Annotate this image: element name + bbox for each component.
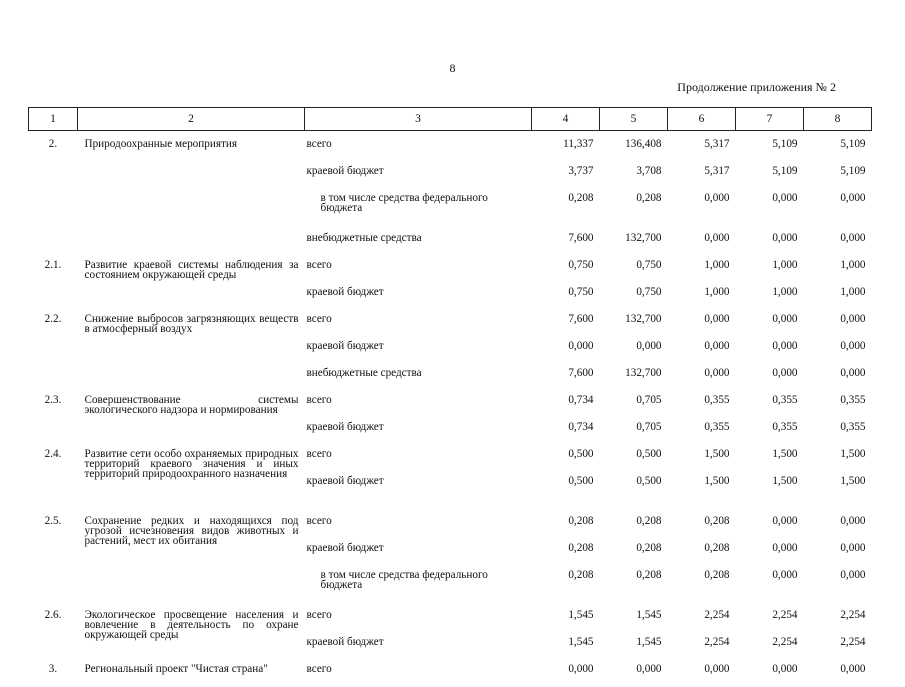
funding-source: краевой бюджет: [305, 418, 532, 445]
value-col-4: 0,500: [532, 445, 600, 472]
funding-source: краевой бюджет: [305, 539, 532, 566]
value-col-4: 0,750: [532, 283, 600, 310]
value-col-8: 5,109: [804, 162, 872, 189]
value-col-6: 0,355: [668, 391, 736, 418]
value-col-6: 0,000: [668, 310, 736, 337]
value-col-6: 0,000: [668, 229, 736, 256]
funding-source: всего: [305, 391, 532, 418]
appendix-caption: Продолжение приложения № 2: [677, 80, 836, 95]
value-col-4: 0,734: [532, 418, 600, 445]
table-row: [29, 660, 872, 687]
funding-source: всего: [305, 256, 532, 283]
budget-table: [28, 107, 872, 687]
value-col-5: 0,208: [600, 512, 668, 539]
value-col-4: 1,545: [532, 633, 600, 660]
header-col-2: 2: [78, 108, 305, 131]
header-row: [29, 108, 872, 131]
value-col-4: 7,600: [532, 364, 600, 391]
table-body: [29, 131, 872, 687]
header-col-4: 4: [532, 108, 600, 131]
value-col-7: 0,000: [736, 229, 804, 256]
value-col-5: 0,750: [600, 283, 668, 310]
value-col-7: 0,000: [736, 189, 804, 229]
value-col-5: 0,000: [600, 337, 668, 364]
table-row: [29, 256, 872, 283]
value-col-8: 0,000: [804, 310, 872, 337]
value-col-5: 0,208: [600, 539, 668, 566]
value-col-5: 132,700: [600, 364, 668, 391]
value-col-8: 2,254: [804, 606, 872, 633]
value-col-4: 0,000: [532, 660, 600, 687]
value-col-4: 0,208: [532, 512, 600, 539]
value-col-5: 1,545: [600, 633, 668, 660]
value-col-8: 0,355: [804, 391, 872, 418]
value-col-4: 0,750: [532, 256, 600, 283]
value-col-7: 1,000: [736, 256, 804, 283]
item-number: 2.5.: [29, 512, 78, 606]
value-col-6: 0,000: [668, 189, 736, 229]
value-col-7: 0,355: [736, 391, 804, 418]
funding-source: внебюджетные средства: [305, 364, 532, 391]
value-col-8: 1,000: [804, 283, 872, 310]
value-col-7: 0,000: [736, 539, 804, 566]
funding-source: всего: [305, 512, 532, 539]
value-col-7: 1,500: [736, 472, 804, 512]
table-row: [29, 131, 872, 163]
value-col-6: 1,500: [668, 445, 736, 472]
funding-source: краевой бюджет: [305, 337, 532, 364]
value-col-6: 5,317: [668, 131, 736, 163]
value-col-8: 2,254: [804, 633, 872, 660]
value-col-8: 0,000: [804, 539, 872, 566]
value-col-6: 0,208: [668, 512, 736, 539]
value-col-8: 5,109: [804, 131, 872, 163]
value-col-4: 0,208: [532, 566, 600, 606]
value-col-4: 7,600: [532, 310, 600, 337]
value-col-5: 1,545: [600, 606, 668, 633]
item-name: Природоохранные мероприятия: [78, 131, 305, 257]
value-col-5: 0,750: [600, 256, 668, 283]
value-col-5: 136,408: [600, 131, 668, 163]
value-col-5: 0,705: [600, 418, 668, 445]
funding-source: краевой бюджет: [305, 283, 532, 310]
item-name: Совершенствование системы экологического надзора и нормирования: [78, 391, 305, 445]
value-col-6: 0,000: [668, 364, 736, 391]
item-number: 2.6.: [29, 606, 78, 660]
value-col-6: 2,254: [668, 606, 736, 633]
funding-source: всего: [305, 445, 532, 472]
value-col-4: 0,734: [532, 391, 600, 418]
funding-source: краевой бюджет: [305, 472, 532, 512]
value-col-4: 1,545: [532, 606, 600, 633]
value-col-7: 0,000: [736, 660, 804, 687]
value-col-6: 0,000: [668, 337, 736, 364]
value-col-5: 132,700: [600, 310, 668, 337]
item-name: Региональный проект "Чистая страна": [78, 660, 305, 687]
value-col-5: 3,708: [600, 162, 668, 189]
item-number: 2.2.: [29, 310, 78, 391]
value-col-4: 0,500: [532, 472, 600, 512]
value-col-6: 0,208: [668, 566, 736, 606]
item-number: 2.: [29, 131, 78, 257]
value-col-4: 11,337: [532, 131, 600, 163]
value-col-4: 7,600: [532, 229, 600, 256]
funding-source: всего: [305, 310, 532, 337]
value-col-7: 5,109: [736, 131, 804, 163]
value-col-8: 0,000: [804, 229, 872, 256]
header-col-3: 3: [305, 108, 532, 131]
funding-source: всего: [305, 660, 532, 687]
header-col-6: 6: [668, 108, 736, 131]
value-col-7: 1,500: [736, 445, 804, 472]
value-col-5: 0,208: [600, 189, 668, 229]
value-col-6: 1,000: [668, 283, 736, 310]
value-col-8: 0,000: [804, 566, 872, 606]
value-col-8: 0,000: [804, 512, 872, 539]
table-header: [29, 108, 872, 131]
table-row: [29, 391, 872, 418]
value-col-8: 0,000: [804, 364, 872, 391]
value-col-7: 0,355: [736, 418, 804, 445]
funding-source: краевой бюджет: [305, 633, 532, 660]
item-name: Развитие сети особо охраняемых природных территорий краевого значения и иных территорий природоохранного назначения: [78, 445, 305, 512]
header-col-5: 5: [600, 108, 668, 131]
value-col-5: 0,208: [600, 566, 668, 606]
table-row: [29, 512, 872, 539]
value-col-5: 0,500: [600, 445, 668, 472]
value-col-6: 0,208: [668, 539, 736, 566]
value-col-7: 5,109: [736, 162, 804, 189]
value-col-6: 0,355: [668, 418, 736, 445]
value-col-4: 0,000: [532, 337, 600, 364]
item-number: 2.4.: [29, 445, 78, 512]
value-col-6: 1,500: [668, 472, 736, 512]
value-col-6: 5,317: [668, 162, 736, 189]
item-name: Экологическое просвещение населения и вовлечение в деятельность по охране окружающей среды: [78, 606, 305, 660]
funding-source: краевой бюджет: [305, 162, 532, 189]
value-col-8: 1,000: [804, 256, 872, 283]
value-col-4: 0,208: [532, 539, 600, 566]
value-col-6: 0,000: [668, 660, 736, 687]
value-col-5: 132,700: [600, 229, 668, 256]
funding-source: всего: [305, 606, 532, 633]
value-col-7: 0,000: [736, 337, 804, 364]
item-number: 2.3.: [29, 391, 78, 445]
value-col-8: 1,500: [804, 472, 872, 512]
value-col-8: 0,000: [804, 337, 872, 364]
item-name: Развитие краевой системы наблюдения за состоянием окружающей среды: [78, 256, 305, 310]
value-col-7: 1,000: [736, 283, 804, 310]
value-col-8: 0,000: [804, 189, 872, 229]
item-name: Сохранение редких и находящихся под угрозой исчезновения видов животных и растений, мест их обитания: [78, 512, 305, 606]
header-col-7: 7: [736, 108, 804, 131]
value-col-7: 2,254: [736, 633, 804, 660]
item-number: 2.1.: [29, 256, 78, 310]
value-col-7: 0,000: [736, 512, 804, 539]
funding-source: внебюджетные средства: [305, 229, 532, 256]
table-row: [29, 606, 872, 633]
value-col-8: 1,500: [804, 445, 872, 472]
item-name: Снижение выбросов загрязняющих веществ в атмосферный воздух: [78, 310, 305, 391]
value-col-7: 0,000: [736, 310, 804, 337]
value-col-5: 0,705: [600, 391, 668, 418]
value-col-7: 0,000: [736, 566, 804, 606]
value-col-4: 3,737: [532, 162, 600, 189]
value-col-6: 2,254: [668, 633, 736, 660]
value-col-7: 0,000: [736, 364, 804, 391]
item-number: 3.: [29, 660, 78, 687]
value-col-5: 0,000: [600, 660, 668, 687]
value-col-5: 0,500: [600, 472, 668, 512]
table-row: [29, 310, 872, 337]
header-col-8: 8: [804, 108, 872, 131]
header-col-1: 1: [29, 108, 78, 131]
value-col-6: 1,000: [668, 256, 736, 283]
value-col-7: 2,254: [736, 606, 804, 633]
value-col-4: 0,208: [532, 189, 600, 229]
funding-source: в том числе средства федерального бюджета: [305, 566, 532, 606]
value-col-8: 0,355: [804, 418, 872, 445]
funding-source: в том числе средства федерального бюджета: [305, 189, 532, 229]
table-row: [29, 445, 872, 472]
page-number: 8: [0, 61, 905, 76]
value-col-8: 0,000: [804, 660, 872, 687]
funding-source: всего: [305, 131, 532, 163]
